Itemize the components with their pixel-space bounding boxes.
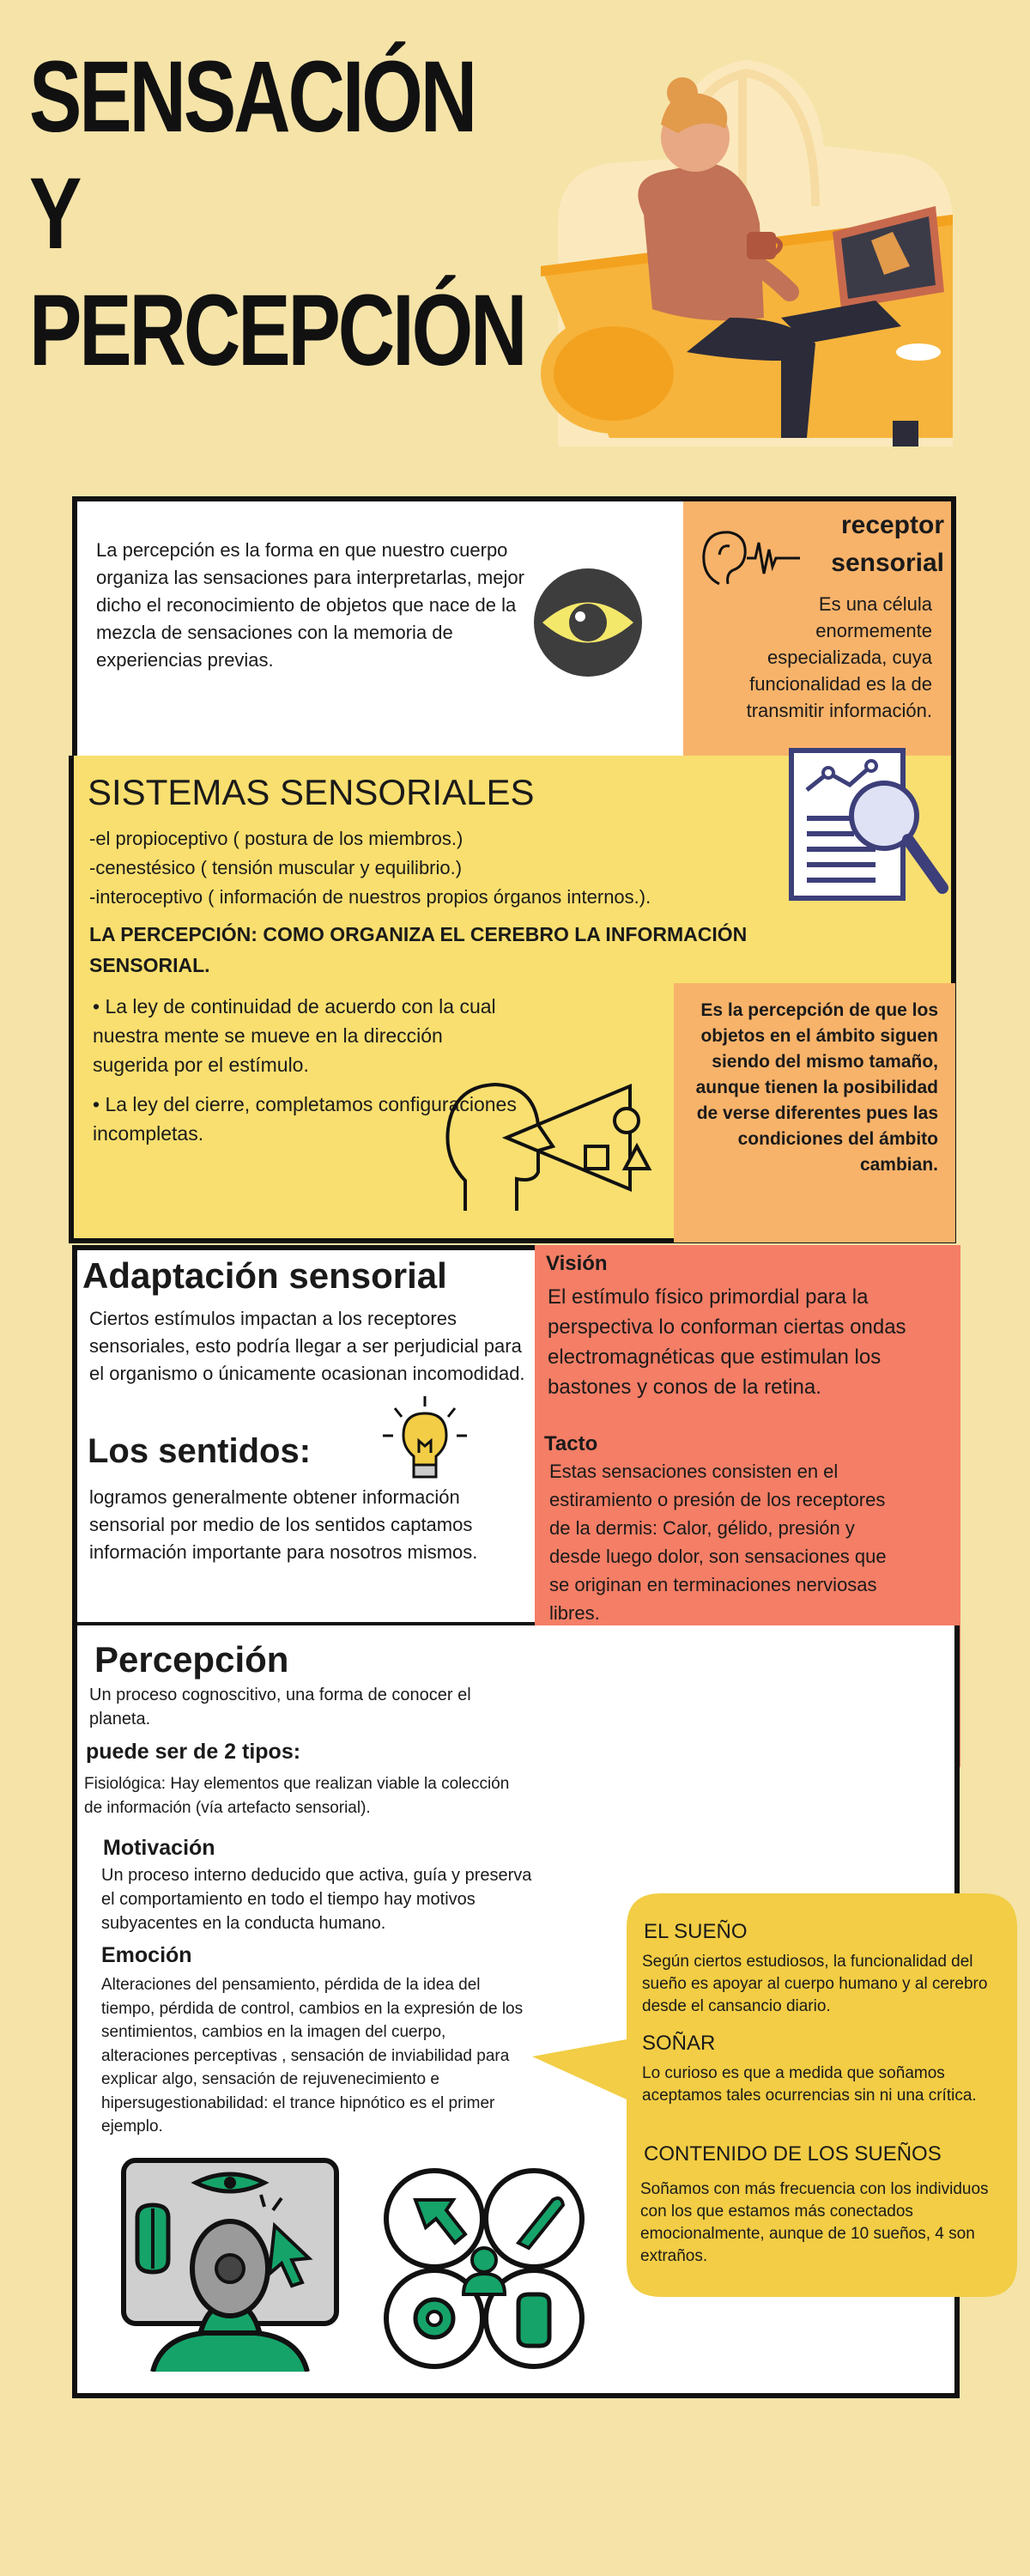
emocion-text: Alteraciones del pensamiento, pérdida de la idea del tiempo, pérdida de control, cambios en la expresión de los sentimientos, cambios en la imagen del cuerpo, alteraciones perceptivas , sensación de inviabilidad para explicar algo, sensación de rejuvenecimiento e hipersugestionabilidad: el trance hipnótico es el primer ejemplo. [101, 1976, 524, 2136]
list-item: -interoceptivo ( información de nuestros propios órganos internos.). [89, 886, 651, 908]
sentidos-text: logramos generalmente obtener información sensorial por medio de los sentidos captamos información importante para nosotros mismos. [89, 1486, 478, 1563]
sonar-text: Lo curioso es que a medida que soñamos aceptamos tales ocurrencias sin ni una crítica. [642, 2064, 977, 2105]
adaptacion-text: Ciertos estímulos impactan a los receptores sensoriales, esto podría llegar a ser perjudicial para el organismo o únicamente ocasionan incomodidad. [89, 1308, 525, 1384]
percepcion-heading: LA PERCEPCIÓN: COMO ORGANIZA EL CEREBRO LA INFORMACIÓN SENSORIAL. [89, 923, 748, 976]
woman-at-laptop-illustration [532, 34, 961, 455]
title-line-2: Y [29, 157, 80, 270]
receptor-title-line-1: receptor [840, 511, 944, 539]
fisiologica-text: Fisiológica: Hay elementos que realizan viable la colección de información (vía artefacto sensorial). [84, 1775, 510, 1817]
receptor-text: Es una célula enormemente especializada, cuya funcionalidad es la de transmitir información. [746, 593, 932, 721]
list-item: • La ley del cierre, completamos configuraciones incompletas. [93, 1093, 517, 1145]
head-perception-icon [439, 1078, 663, 1215]
tacto-text: Estas sensaciones consisten en el estiramiento o presión de los receptores de la dermis: Calor, gélido, presión y desde luego dolor, son sensaciones que se originan en terminaciones nerviosas libres. [549, 1461, 887, 1624]
lightbulb-icon [378, 1393, 472, 1487]
document-search-icon [781, 747, 953, 910]
contenido-text: Soñamos con más frecuencia con los individuos con los que estamos más conectados emocionalmente, aunque de 10 sueños, 4 son extraños. [640, 2180, 989, 2265]
sonar-heading: SOÑAR [642, 2032, 716, 2055]
list-item: -cenestésico ( tensión muscular y equilibrio.) [89, 857, 463, 878]
vision-heading: Visión [546, 1252, 608, 1275]
tipos-heading: puede ser de 2 tipos: [86, 1740, 301, 1764]
contenido-heading: CONTENIDO DE LOS SUEÑOS [644, 2142, 942, 2166]
receptor-title [772, 507, 944, 582]
adaptacion-title: Adaptación sensorial [82, 1255, 447, 1296]
receptor-title-line-2: sensorial [831, 549, 944, 577]
intro-text: La percepción es la forma en que nuestro cuerpo organiza las sensaciones para interpretarlas, mejor dicho el reconocimiento de objetos que nace de la mezcla de sensaciones con la memoria de experiencias previas. [96, 539, 524, 671]
motivacion-text: Un proceso interno deducido que activa, guía y preserva el comportamiento en todo el tiempo hay motivos subyacentes en la conducta humano. [101, 1866, 532, 1933]
constancia-text: Es la percepción de que los objetos en el ámbito siguen siendo del mismo tamaño, aunque tienen la posibilidad de verse diferentes pues las condiciones del ámbito cambian. [695, 1000, 938, 1175]
sistemas-title: SISTEMAS SENSORIALES [88, 772, 535, 812]
title-line-3: PERCEPCIÓN [29, 274, 525, 387]
list-item: -el propioceptivo ( postura de los miembros.) [89, 828, 464, 849]
page-title [29, 39, 525, 389]
emocion-heading: Emoción [101, 1943, 192, 1967]
sueno-text: Según ciertos estudiosos, la funcionalidad del sueño es apoyar al cuerpo humano y al cerebro desde el cansancio diario. [642, 1953, 988, 2015]
percepcion-definition: Un proceso cognoscitivo, una forma de conocer el planeta. [89, 1686, 471, 1728]
eye-icon [532, 567, 644, 678]
brain-monitor-icon [118, 2157, 342, 2372]
title-line-1: SENSACIÓN [29, 40, 476, 154]
list-item: • La ley de continuidad de acuerdo con la cual nuestra mente se mueve en la dirección sugerida por el estímulo. [93, 995, 496, 1076]
sistemas-list [89, 824, 776, 912]
percepcion-title: Percepción [94, 1639, 289, 1680]
tacto-heading: Tacto [544, 1432, 598, 1455]
sentidos-title: Los sentidos: [88, 1432, 312, 1470]
vision-text: El estímulo físico primordial para la perspectiva lo conforman ciertas ondas electromagnéticas que estimulan los bastones y conos de la retina. [548, 1285, 906, 1399]
sueno-heading: EL SUEÑO [644, 1920, 748, 1943]
motivacion-heading: Motivación [103, 1836, 215, 1860]
